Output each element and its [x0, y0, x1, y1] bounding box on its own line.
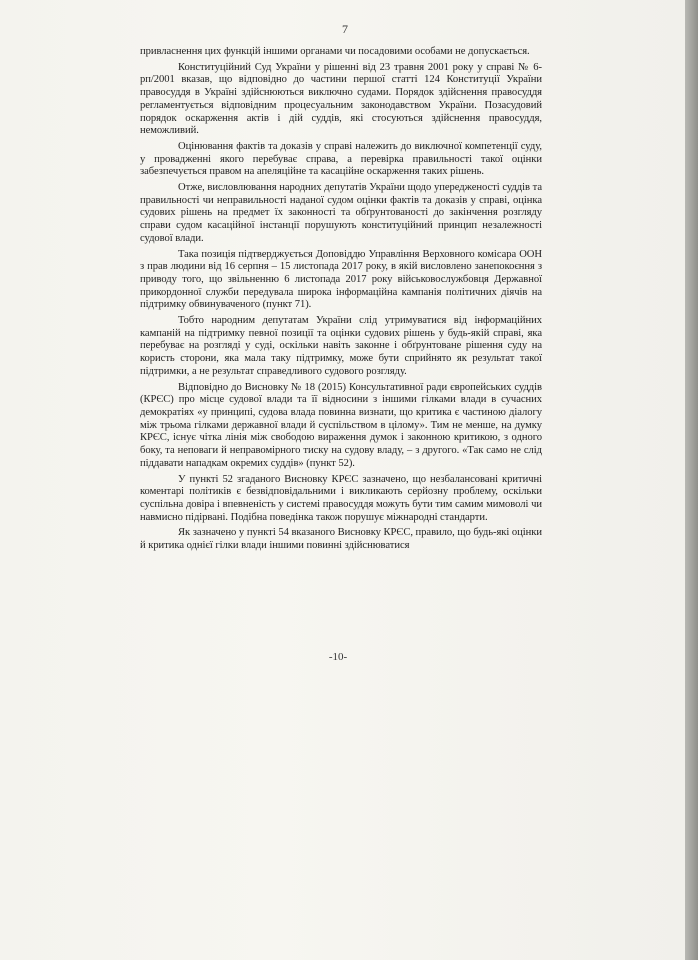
paragraph: Тобто народним депутатам України слід утримуватися від інформаційних кампаній на підтримку певної позиції та оцінки судових рішень у будь-якій справі, яка перебуває на розгляді у суді, оскільки навіть законне і обґрунтоване рішення суду на користь сторони, яка мала таку підтримку, може бути сприйнято як результат такої підтримки, а не результат справедливого судового розгляду.: [140, 315, 542, 377]
paragraph: Отже, висловлювання народних депутатів України щодо упередженості суддів та правильності чи неправильності наданої судом оцінки фактів та доказів у справі, оцінка судових рішень на предмет їх законності та обґрунтованості до закінчення розгляду справи судом касаційної інстанції порушують конституційний принцип незалежності судової влади.: [140, 182, 542, 244]
page-edge-shadow: [685, 0, 698, 960]
document-body: [140, 46, 542, 556]
page-number-top: 7: [342, 22, 348, 36]
paragraph: Оцінювання фактів та доказів у справі належить до виключної компетенції суду, у провадженні якого перебуває справа, а перевірка правильності такої оцінки забезпечується правом на апеляційне та касаційне оскарження таких рішень.: [140, 140, 542, 178]
paragraph: привласнення цих функцій іншими органами чи посадовими особами не допускається.: [140, 46, 530, 57]
paragraph: Як зазначено у пункті 54 вказаного Висновку КРЄС, правило, що будь-які оцінки й критика однієї гілки влади іншими повинні здійснюватися: [140, 527, 542, 552]
paragraph: Відповідно до Висновку № 18 (2015) Консультативної ради європейських суддів (КРЄС) про місце судової влади та її відносини з іншими гілками влади в сучасних демократіях «у принципі, судова влада повинна визнати, що критика є частиною діалогу між трьома гілками державної влади й суспільством в цілому». Тим не менше, на думку КРЄС, існує чітка лінія між свободою вираження думок і законною критикою, з одного боку, та неповаги й неправомірного тиску на судову владу, – з другого. «Так само не слід піддавати нападкам окремих суддів» (пункт 52).: [140, 381, 542, 469]
paragraph: Така позиція підтверджується Доповіддю Управління Верховного комісара ООН з прав людини від 16 серпня – 15 листопада 2017 року, в якій висловлено занепокоєння з приводу того, що звільненню 6 листопада 2017 року військовослужбовця Державної прикордонної служби передувала широка інформаційна кампанія політичних діячів на підтримку обвинуваченого (пункт 71).: [140, 248, 542, 311]
paragraph: У пункті 52 згаданого Висновку КРЄС зазначено, що незбалансовані критичні коментарі політиків є безвідповідальними і викликають серйозну проблему, оскільки суспільна довіра і впевненість у системі правосуддя можуть бути тим самим мимоволі чи навмисно підірвані. Подібна поведінка також порушує міжнародні стандарти.: [140, 473, 542, 523]
paragraph: Конституційний Суд України у рішенні від 23 травня 2001 року у справі № 6-рп/2001 вказав, що відповідно до частини першої статті 124 Конституції України правосуддя в Україні здійснюються виключно судами. Порядок здійснення правосуддя регламентується відповідним процесуальним законодавством України. Позасудовий порядок оскарження актів і дій суддів, які стосуються здійснення правосуддя, неможливий.: [140, 61, 542, 137]
page-number-bottom: -10-: [328, 651, 348, 663]
